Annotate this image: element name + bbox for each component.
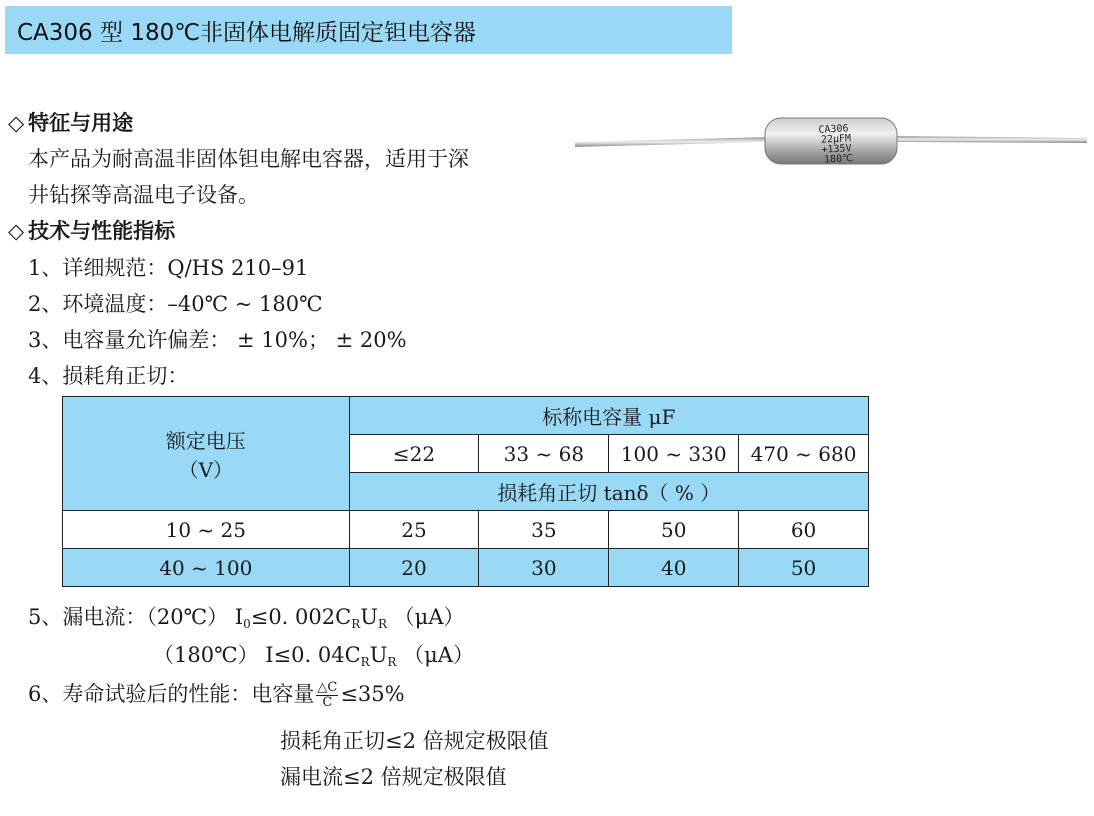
value-cell: 50 [609, 511, 739, 549]
table-row [63, 511, 869, 549]
leakage-current-line-2: （180℃） I≤0. $04C_RU_R$ （μA） [153, 643, 474, 669]
delta-c-fraction: $\frac{\triangle C}{C}$ [317, 680, 338, 710]
capacitor-photo [575, 112, 1090, 182]
capacitance-header: 标称电容量 μF [349, 397, 868, 435]
diamond-icon: ◇ [8, 111, 25, 135]
value-cell: 50 [739, 549, 869, 587]
life-test-line-3: 漏电流≤2 倍规定极限值 [280, 765, 507, 789]
value-cell: 60 [739, 511, 869, 549]
features-text-line-1: 本产品为耐高温非固体钽电解电容器，适用于深 [28, 147, 469, 171]
life-test-line-1: 6、寿命试验后的性能：电容量 $\frac{\triangle C}{C}$ ≤35% [28, 680, 405, 710]
page-title: CA306 型 180℃非固体电解质固定钽电容器 [17, 19, 477, 46]
svg-text:180℃: 180℃ [823, 153, 854, 166]
svg-text:22μFM: 22μFM [820, 133, 852, 146]
spec-item-1: 1、详细规范：Q/HS 210–91 [28, 256, 309, 280]
features-text-line-2: 井钻探等高温电子设备。 [28, 183, 259, 207]
life-test-line-2: 损耗角正切≤2 倍规定极限值 [280, 729, 549, 753]
table-row [63, 549, 869, 587]
capacitance-range-cell: 33 ~ 68 [479, 435, 609, 473]
capacitance-range-cell: ≤22 [349, 435, 479, 473]
value-cell: 30 [479, 549, 609, 587]
spec-item-4: 4、损耗角正切： [28, 364, 189, 388]
tan-delta-header: 损耗角正切 tanδ（ % ） [349, 473, 868, 511]
title-banner [5, 6, 732, 54]
value-cell: 40 [609, 549, 739, 587]
dissipation-factor-table [62, 396, 869, 587]
voltage-cell: 40 ~ 100 [63, 549, 350, 587]
svg-text:CA306: CA306 [818, 123, 849, 136]
svg-text:+135V: +135V [821, 143, 852, 156]
value-cell: 35 [479, 511, 609, 549]
leakage-current-line-1: 5、漏电流：（20℃） $I_0\le 0$. $002C_RU_R$ （μA） [28, 605, 465, 631]
capacitor-lead-right [895, 136, 1087, 143]
voltage-cell: 10 ~ 25 [63, 511, 350, 549]
spec-item-3: 3、电容量允许偏差： ± 10%； ± 20% [28, 328, 407, 352]
section-heading-specs: ◇ 技术与性能指标 [8, 219, 176, 243]
capacitor-lead-left [575, 137, 770, 147]
capacitance-range-cell: 100 ~ 330 [609, 435, 739, 473]
spec-item-2: 2、环境温度：–40℃ ~ 180℃ [28, 292, 323, 316]
diamond-icon: ◇ [8, 219, 25, 243]
rated-voltage-header: 额定电压 （V） [63, 397, 350, 511]
value-cell: 20 [349, 549, 479, 587]
value-cell: 25 [349, 511, 479, 549]
section-heading-features: ◇ 特征与用途 [8, 111, 134, 135]
capacitor-marking [818, 123, 853, 166]
capacitance-range-cell: 470 ~ 680 [739, 435, 869, 473]
